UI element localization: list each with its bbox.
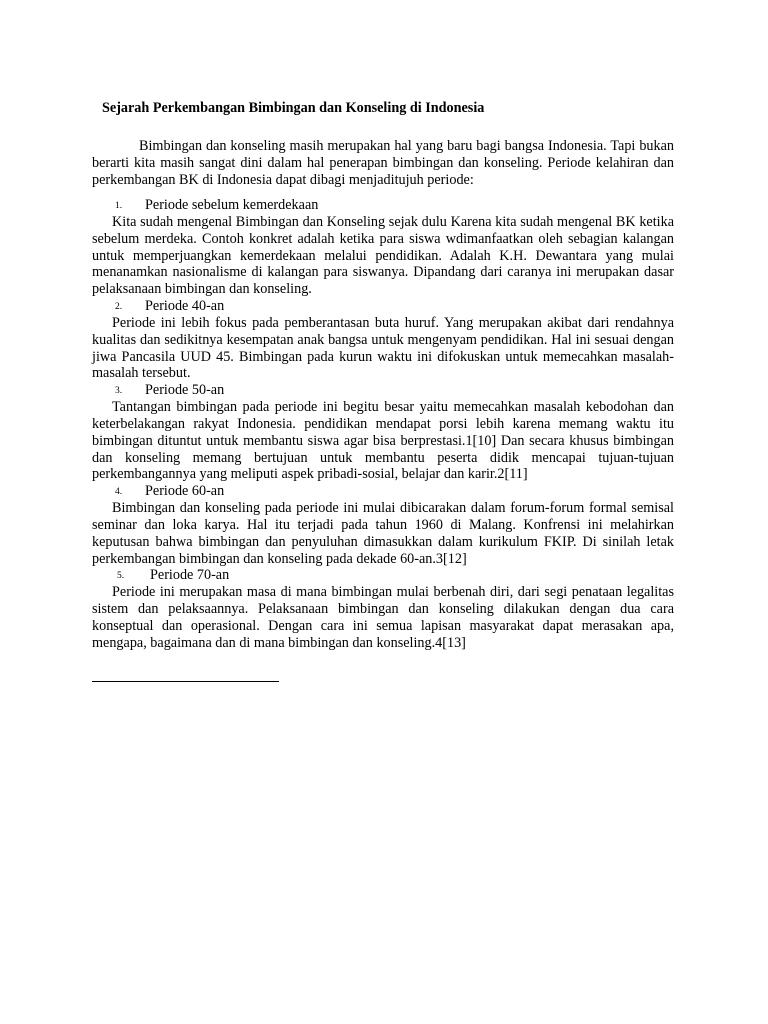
section-title: Periode 50-an xyxy=(145,382,225,399)
section-body: Periode ini lebih fokus pada pemberantasan buta huruf. Yang merupakan akibat dari rendahnya kualitas dan sedikitnya kesempatan anak bangsa untuk mengenyam pendidikan. Hal ini sesuai dengan jiwa Pancasila UUD 45. Bimbingan pada kurun waktu ini difokuskan untuk memecahkan masalah-masalah tersebut. xyxy=(92,314,674,382)
footnote-separator xyxy=(92,681,279,682)
section-number: 3. xyxy=(115,386,123,397)
document-title: Sejarah Perkembangan Bimbingan dan Konseling di Indonesia xyxy=(102,100,485,116)
section-number: 2. xyxy=(115,301,123,312)
section-heading xyxy=(92,483,674,500)
section-title: Periode sebelum kemerdekaan xyxy=(145,197,319,213)
section-title: Periode 40-an xyxy=(145,297,225,314)
period-section xyxy=(92,382,674,483)
section-title: Periode 60-an xyxy=(145,483,225,500)
period-section xyxy=(92,197,674,298)
period-sections xyxy=(92,197,674,652)
section-body: Kita sudah mengenal Bimbingan dan Konseling sejak dulu Karena kita sudah mengenal BK ketika sebelum merdeka. Contoh konkret adalah ketika para siswa wdimanfaatkan oleh sebagian kalangan untuk memperjuangkan kemerdekaan melalui pendidikan. Adalah K.H. Dewantara yang mulai menanamkan nasionalisme di kalangan para siswanya. Dipandang dari caranya ini merupakan dasar pelaksanaan bimbingan dan konseling. xyxy=(92,214,674,298)
section-number: 1. xyxy=(115,201,123,211)
period-section xyxy=(92,298,674,382)
section-body: Periode ini merupakan masa di mana bimbingan mulai berbenah diri, dari segi penataan legalitas sistem dan pelaksaannya. Pelaksanaan bimbingan dan konseling dilakukan dengan dua cara konseptual dan operasional. Dengan cara ini semua lapisan masyarakat dapat merasakan apa, mengapa, bagaimana dan di mana bimbingan dan konseling.4[13] xyxy=(92,584,674,651)
section-heading xyxy=(92,382,674,399)
section-number: 4. xyxy=(115,487,123,498)
section-body: Tantangan bimbingan pada periode ini begitu besar yaitu memecahkan masalah kebodohan dan keterbelakangan rakyat Indonesia. pendidikan mendapat porsi lebih karena memang waktu itu bimbingan dituntut untuk membantu siswa agar bisa berprestasi.1[10] Dan secara khusus bimbingan dan konseling memang bertujuan untuk membantu peserta didik mencapai tujuan-tujuan perkembangannya yang meliputi aspek pribadi-sosial, belajar dan karir.2[11] xyxy=(92,399,674,483)
period-section xyxy=(92,483,674,567)
section-number: 5. xyxy=(117,571,125,582)
section-heading xyxy=(92,298,674,315)
section-heading xyxy=(92,567,674,584)
intro-paragraph: Bimbingan dan konseling masih merupakan hal yang baru bagi bangsa Indonesia. Tapi bukan berarti kita masih sangat dini dalam hal penerapan bimbingan dan konseling. Periode kelahiran dan perkembangan BK di Indonesia dapat dibagi menjaditujuh periode: xyxy=(92,138,674,188)
section-body: Bimbingan dan konseling pada periode ini mulai dibicarakan dalam forum-forum formal semisal seminar dan loka karya. Hal itu terjadi pada tahun 1960 di Malang. Konfrensi ini melahirkan keputusan bahwa bimbingan dan penyuluhan dimasukkan dalam kurikulum FKIP. Di sinilah letak perkembangan bimbingan dan konseling pada dekade 60-an.3[12] xyxy=(92,500,674,567)
section-heading xyxy=(92,197,674,214)
section-title: Periode 70-an xyxy=(150,567,230,584)
period-section xyxy=(92,567,674,651)
